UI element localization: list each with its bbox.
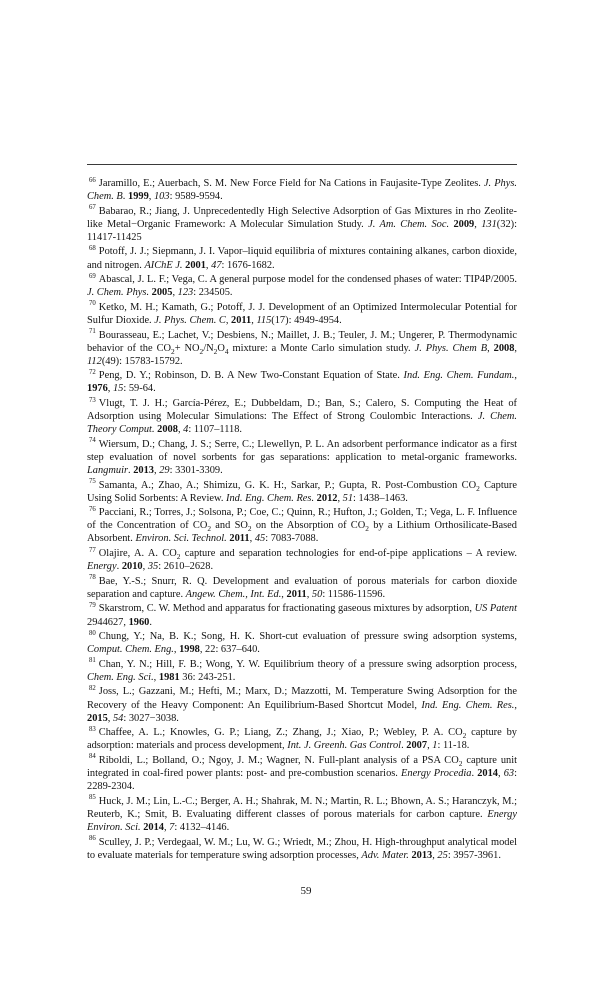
reference-text-segment: . — [122, 191, 128, 203]
reference-text-segment: 1 — [432, 740, 438, 752]
reference-text-segment: : 1438–1463. — [353, 492, 408, 504]
reference-text-segment: 1998 — [179, 644, 200, 656]
reference-text-segment: , — [153, 671, 159, 683]
reference-text-segment: on the Absorption of CO — [251, 520, 366, 532]
reference-number: 78 — [89, 574, 96, 582]
reference-number: 72 — [89, 368, 96, 376]
reference-number: 69 — [89, 272, 96, 280]
reference-text-segment: : 9589-9594. — [169, 191, 223, 203]
reference-text-segment: Riboldi, L.; Bolland, O.; Ngoy, J. M.; Wagner, N. Full-plant analysis of a PSA CO — [98, 754, 459, 766]
reference-entry — [87, 301, 517, 327]
reference-text-segment: 2 — [199, 346, 204, 356]
reference-entry — [87, 273, 517, 299]
reference-text-segment: 2 — [458, 759, 463, 769]
reference-text-segment: 2 — [476, 483, 480, 493]
reference-text-segment: Jaramillo, E.; Auerbach, S. M. New Force Field for Na Cations in Faujasite-Type Zeolites. — [98, 178, 484, 189]
reference-number: 86 — [89, 835, 96, 843]
reference-text-segment: 2005 — [151, 287, 173, 299]
reference-text-segment: 2007 — [406, 740, 428, 752]
reference-text-segment: Abascal, J. L. F.; Vega, C. A general purpose model for the condensed phases of water: TIP4P/2005. — [98, 274, 517, 286]
reference-text-segment: 1960 — [128, 616, 150, 628]
reference-text-segment: 131 — [481, 218, 497, 230]
reference-entry — [87, 438, 517, 477]
reference-text-segment: 2 — [171, 346, 175, 356]
reference-text-segment: Samanta, A.; Zhao, A.; Shimizu, G. K. H:, Sarkar, P.; Gupta, R. Post-Combustion CO — [98, 479, 477, 491]
reference-text-segment: Huck, J. M.; Lin, L.-C.; Berger, A. H.; Shahrak, M. N.; Martin, R. L.; Bhown, A. S.; Haranczyk, M.; Reuterb, K.; Smit, B. Evaluating different classes of porous materials for carbon capture. — [87, 795, 517, 820]
reference-text-segment: : 2289-2304. — [87, 768, 517, 793]
reference-entry — [87, 547, 517, 573]
reference-text-segment: Angew. Chem., Int. Ed. — [185, 588, 282, 600]
reference-text-segment: 25 — [437, 849, 448, 861]
reference-number: 80 — [89, 629, 96, 637]
reference-text-segment: Joss, L.; Gazzani, M.; Hefti, M.; Marx, D.; Mazzotti, M. Temperature Swing Adsorption for the Recovery of the Heavy Component: An Equilibrium-Based Shortcut Model, — [87, 686, 517, 711]
reference-text-segment: 2944627, — [87, 616, 129, 628]
reference-text-segment: Langmuir — [87, 464, 128, 476]
reference-text-segment: , — [514, 370, 517, 382]
reference-text-segment: : 3957-3961. — [447, 849, 501, 861]
reference-entry — [87, 245, 517, 271]
reference-text-segment: 2011 — [286, 588, 307, 600]
reference-text-segment: Chem. Eng. Sci. — [87, 671, 154, 683]
reference-text-segment: + NO — [174, 342, 200, 354]
reference-number: 67 — [89, 204, 96, 212]
reference-text-segment: Bourasseau, E.; Lachet, V.; Desbiens, N.; Maillet, J. B.; Teuler, J. M.; Ungerer, P. Thermodynamic behavior of the CO — [87, 329, 517, 354]
reference-text-segment: 47 — [211, 259, 222, 271]
reference-text-segment: : 3301-3309. — [169, 464, 223, 476]
reference-text-segment: 2015 — [87, 712, 108, 724]
reference-number: 75 — [89, 478, 96, 486]
reference-text-segment: Ketko, M. H.; Kamath, G.; Potoff, J. J. Development of an Optimized Intermolecular Potential for Sulfur Dioxide. — [87, 301, 517, 326]
footnote-separator-line — [87, 164, 517, 165]
reference-text-segment: , — [163, 821, 170, 833]
reference-text-segment: Olajire, A. A. CO — [98, 548, 177, 560]
reference-text-segment: AIChE J. — [144, 259, 183, 271]
reference-number: 71 — [89, 328, 96, 336]
reference-text-segment: : 7083-7088. — [265, 533, 319, 545]
reference-text-segment: , — [514, 342, 518, 354]
reference-text-segment: Wiersum, D.; Chang, J. S.; Serre, C.; Llewellyn, P. L. An adsorbent performance indicator as a first step evaluation of novel sorbents for gas separations: application to metal-organic frameworks. — [87, 438, 517, 463]
reference-text-segment: /N — [203, 342, 214, 354]
reference-text-segment: Int. J. Greenh. Gas Control — [287, 740, 402, 752]
reference-text-segment: . — [401, 740, 407, 752]
reference-text-segment: 45 — [254, 533, 266, 545]
reference-text-segment: Vlugt, T. J. H.; García-Pérez, E.; Dubbeldam, D.; Ban, S.; Calero, S. Computing the Heat of Adsorption using Molecular Simulations: The Effect of Strong Coulombic Interactions. — [87, 398, 517, 423]
reference-text-segment: , — [172, 287, 178, 299]
reference-entry — [87, 506, 517, 545]
reference-text-segment: 2014 — [143, 821, 164, 833]
reference-text-segment: 2 — [207, 524, 212, 534]
reference-text-segment: Chan, Y. N.; Hill, F. B.; Wong, Y. W. Equilibrium theory of a pressure swing adsorption process, — [98, 658, 517, 670]
reference-text-segment: 2 — [365, 524, 369, 534]
reference-text-segment: (17): 4949-4954. — [271, 314, 342, 326]
reference-text-segment: Pacciani, R.; Torres, J.; Solsona, P.; Coe, C.; Quinn, R.; Hufton, J.; Golden, T.; Vega, L. F. Influence of the Concentration of CO — [87, 507, 517, 532]
reference-text-segment: , — [205, 259, 212, 271]
reference-text-segment: (32): 11417-11425 — [87, 218, 517, 243]
reference-text-segment: Potoff, J. J.; Siepmann, J. I. Vapor–liquid equilibria of mixtures containing alkanes, carbon dioxide, and nitrogen. — [87, 246, 517, 271]
reference-text-segment: O — [217, 342, 225, 354]
reference-entry — [87, 177, 517, 203]
reference-text-segment: 7 — [169, 821, 175, 833]
reference-entry — [87, 630, 517, 656]
reference-text-segment: Ind. Eng. Chem. Res. — [421, 699, 515, 711]
reference-text-segment: US Patent — [474, 603, 518, 615]
reference-text-segment: Energy — [87, 561, 117, 573]
reference-text-segment: J. Chem. Theory Comput. — [87, 411, 517, 436]
reference-number: 85 — [89, 794, 96, 802]
reference-entry — [87, 602, 517, 628]
reference-text-segment: 1981 — [158, 671, 180, 683]
reference-text-segment: , — [177, 424, 184, 436]
reference-text-segment: Ind. Eng. Chem. Fundam. — [403, 370, 515, 382]
reference-text-segment: 4 — [183, 424, 189, 436]
reference-text-segment: (49): 15783-15792. — [101, 355, 183, 367]
reference-text-segment: 29 — [159, 464, 170, 476]
reference-text-segment: , — [251, 314, 257, 326]
reference-text-segment: 15 — [112, 383, 124, 395]
reference-text-segment: , — [497, 768, 504, 780]
reference-text-segment: 2 — [247, 524, 252, 534]
reference-number: 76 — [89, 505, 96, 513]
reference-text-segment: Babarao, R.; Jiang, J. Unprecedentedly High Selective Adsorption of Gas Mixtures in rho Zeolite-like Metal−Organic Framework: A Molecular Simulation Study. — [87, 205, 517, 230]
reference-text-segment: J. Phys. Chem. C — [154, 314, 226, 326]
reference-text-segment: 2 — [213, 346, 218, 356]
reference-text-segment: , — [173, 644, 180, 656]
reference-text-segment: , — [474, 218, 482, 230]
page-number: 59 — [300, 885, 312, 897]
reference-text-segment: by a Lithium Orthosilicate-Based Absorbent. — [87, 520, 517, 545]
reference-text-segment: : 59-64. — [123, 383, 156, 395]
reference-text-segment: 2012 — [316, 492, 338, 504]
reference-text-segment: , — [249, 533, 255, 545]
reference-text-segment: J. Am. Chem. Soc. — [368, 218, 450, 230]
reference-text-segment: J. Phys. Chem B — [414, 342, 488, 354]
reference-entry — [87, 575, 517, 601]
reference-text-segment: J. Phys. Chem. B — [87, 178, 518, 203]
reference-number: 84 — [89, 753, 96, 761]
reference-text-segment: Capture Using Solid Sorbents: A Review. — [87, 479, 517, 504]
reference-text-segment: Chung, Y.; Na, B. K.; Song, H. K. Short-cut evaluation of pressure swing adsorption systems, — [98, 631, 517, 643]
reference-text-segment: Energy Environ. Sci. — [87, 808, 517, 833]
reference-text-segment: : 3027−3038. — [123, 712, 179, 724]
reference-text-segment: capture unit integrated in coal-fired power plants: post- and pre-combustion scenarios. — [87, 754, 517, 780]
reference-text-segment: Bae, Y.-S.; Snurr, R. Q. Development and evaluation of porous materials for carbon dioxide separation and capture. — [87, 575, 517, 600]
reference-entry — [87, 726, 517, 752]
reference-number: 82 — [89, 685, 96, 692]
reference-number: 81 — [89, 657, 96, 665]
reference-text-segment: : 1676-1682. — [221, 259, 275, 271]
reference-text-segment: 51 — [342, 492, 354, 504]
reference-text-segment: , 22: 637–640. — [199, 644, 260, 656]
reference-text-segment: Skarstrom, C. W. Method and apparatus for fractionating gaseous mixtures by adsorption, — [98, 603, 475, 615]
reference-text-segment: and SO — [211, 520, 248, 532]
reference-text-segment: 36: 243-251. — [179, 671, 236, 683]
reference-text-segment: , — [514, 699, 517, 711]
reference-entry — [87, 836, 517, 862]
reference-number: 70 — [89, 300, 96, 308]
reference-text-segment: 123 — [177, 287, 194, 299]
reference-text-segment: , — [487, 342, 494, 354]
reference-text-segment: . — [116, 561, 122, 573]
reference-number: 79 — [89, 601, 96, 609]
reference-text-segment: . — [128, 464, 134, 476]
reference-text-segment: 2 — [462, 731, 467, 741]
reference-text-segment: 54 — [112, 712, 124, 724]
reference-text-segment: Adv. Mater. — [361, 849, 409, 861]
reference-text-segment: 35 — [147, 561, 159, 573]
reference-number: 66 — [89, 176, 96, 184]
reference-text-segment: Energy Procedia — [401, 768, 472, 780]
reference-number: 83 — [89, 725, 96, 733]
reference-text-segment: . — [149, 616, 152, 628]
reference-text-segment: 2013 — [411, 849, 433, 861]
reference-text-segment: capture and separation technologies for end-of-pipe applications – A review. — [180, 548, 517, 560]
reference-text-segment: capture by adsorption: materials and process development, — [87, 727, 517, 752]
reference-text-segment: , — [432, 849, 438, 861]
reference-text-segment: 2008 — [493, 342, 515, 354]
reference-text-segment: 63 — [503, 768, 515, 780]
reference-text-segment: : 4132–4146. — [174, 821, 230, 833]
reference-text-segment: 2011 — [231, 314, 252, 326]
reference-text-segment: , — [281, 588, 287, 600]
reference-number: 68 — [89, 245, 96, 252]
reference-text-segment: 1999 — [128, 191, 149, 203]
reference-text-segment: 2011 — [229, 533, 250, 545]
reference-entry — [87, 685, 517, 724]
reference-text-segment: 2008 — [157, 424, 178, 436]
reference-text-segment: 2001 — [185, 259, 206, 271]
reference-text-segment: , — [148, 191, 154, 203]
reference-number: 74 — [89, 437, 96, 445]
reference-entry — [87, 658, 517, 684]
reference-text-segment: , — [337, 492, 343, 504]
reference-entry — [87, 329, 517, 368]
reference-text-segment: 2013 — [133, 464, 154, 476]
reference-text-segment: 103 — [153, 191, 170, 203]
reference-text-segment: , — [107, 383, 113, 395]
reference-text-segment: mixture: a Monte Carlo simulation study. — [228, 342, 415, 354]
reference-text-segment: , — [225, 314, 232, 326]
reference-text-segment: , — [107, 712, 113, 724]
reference-text-segment: Sculley, J. P.; Verdegaal, W. M.; Lu, W. G.; Wriedt, M.; Zhou, H. High-throughput analytical model to evaluate materials for temperature swing adsorption processes, — [87, 836, 517, 861]
reference-entry — [87, 795, 517, 834]
reference-text-segment: 2009 — [453, 218, 475, 230]
reference-entry — [87, 397, 517, 436]
reference-text-segment: 2014 — [477, 768, 498, 780]
reference-text-segment: 4 — [224, 346, 229, 356]
reference-text-segment: : 11586-11596. — [322, 588, 386, 600]
reference-text-segment: 115 — [256, 314, 272, 326]
reference-text-segment: Chaffee, A. L.; Knowles, G. P.; Liang, Z.; Zhang, J.; Xiao, P.; Webley, P. A. CO — [98, 727, 463, 739]
reference-text-segment: Comput. Chem. Eng. — [87, 644, 174, 656]
reference-text-segment: 50 — [311, 588, 323, 600]
reference-text-segment: Environ. Sci. Technol. — [135, 533, 227, 545]
reference-text-segment: , — [153, 464, 160, 476]
reference-text-segment: , — [427, 740, 433, 752]
reference-text-segment: 1976 — [87, 383, 108, 395]
reference-text-segment: Peng, D. Y.; Robinson, D. B. A New Two-Constant Equation of State. — [98, 370, 404, 382]
reference-entry — [87, 479, 517, 505]
reference-entry — [87, 205, 517, 244]
reference-text-segment: J. Chem. Phys. — [87, 287, 150, 299]
references-list — [87, 177, 517, 863]
reference-text-segment: 112 — [87, 355, 102, 367]
reference-text-segment: , — [306, 588, 312, 600]
reference-text-segment: 2010 — [121, 561, 143, 573]
reference-entry — [87, 369, 517, 395]
reference-text-segment: : 234505. — [193, 287, 233, 299]
reference-text-segment: Ind. Eng. Chem. Res. — [226, 492, 315, 504]
reference-text-segment: : 11-18. — [437, 740, 470, 752]
reference-text-segment: : 1107–1118. — [188, 424, 243, 436]
reference-text-segment: : 2610–2628. — [158, 561, 214, 573]
reference-text-segment: . — [471, 768, 478, 780]
reference-number: 77 — [89, 546, 96, 554]
reference-text-segment: , — [142, 561, 148, 573]
reference-entry — [87, 754, 517, 793]
reference-text-segment: 2 — [176, 552, 181, 562]
reference-number: 73 — [89, 396, 96, 404]
